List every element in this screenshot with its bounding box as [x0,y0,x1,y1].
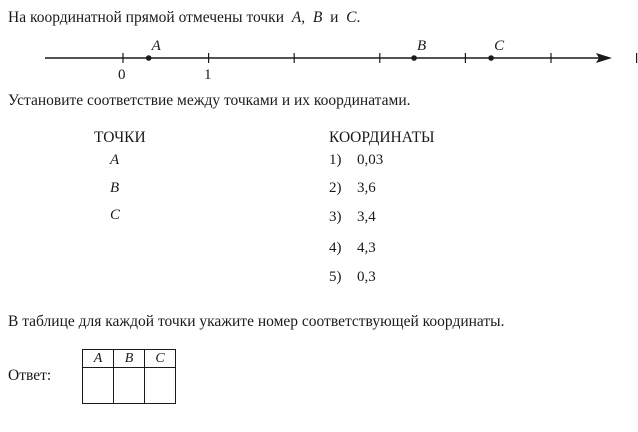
intro-point-c: C [346,9,357,26]
tick-label-zero: 0 [118,67,126,83]
intro-point-b: B [312,9,323,26]
point-item-b: B [110,180,120,196]
answer-cell-b[interactable] [114,368,145,404]
coord-option-4 [329,240,376,257]
coord-option-value: 4,3 [357,240,376,256]
point-item-a: A [110,152,120,168]
answer-label: Ответ: [8,367,52,384]
number-line-point-label-b: B [417,38,427,54]
answer-header-a: A [83,350,114,368]
coord-option-value: 3,4 [357,209,376,225]
answer-table [82,349,176,404]
coord-option-5 [329,269,376,286]
points-header: ТОЧКИ [94,129,146,146]
intro-conj: и [330,9,339,26]
number-line-point-c [488,55,494,61]
coords-header: КООРДИНАТЫ [329,129,435,146]
coord-option-number: 3) [329,209,342,225]
coord-option-number: 1) [329,152,342,168]
coord-option-number: 5) [329,269,342,285]
intro-text-before: На координатной прямой отмечены точки [8,9,285,26]
task-instruction-match: Установите соответствие между точками и их координатами. [8,92,411,109]
intro-point-a: A [291,9,302,26]
number-line-point-b [411,55,417,61]
coord-option-value: 0,03 [357,152,384,168]
answer-table-input-row [83,368,176,404]
task-instruction-table: В таблице для каждой точки укажите номер соответствующей координаты. [8,313,505,330]
answer-cell-a[interactable] [83,368,114,404]
answer-header-b: B [114,350,145,368]
coord-option-1 [329,152,383,169]
answer-header-c: C [145,350,176,368]
point-item-c: C [110,207,121,223]
coord-option-value: 3,6 [357,180,376,196]
intro-sep: , [301,9,306,26]
intro-end: . [356,9,361,26]
number-line-point-a [146,55,152,61]
number-line-point-label-c: C [494,38,505,54]
coord-option-value: 0,3 [357,269,376,285]
answer-table-header-row [83,350,176,368]
coord-option-2 [329,180,376,197]
coord-option-number: 2) [329,180,342,196]
number-line-point-label-a: A [151,38,161,54]
coord-option-number: 4) [329,240,342,256]
coord-option-3 [329,209,376,226]
answer-cell-c[interactable] [145,368,176,404]
tick-label-one: 1 [204,67,212,83]
